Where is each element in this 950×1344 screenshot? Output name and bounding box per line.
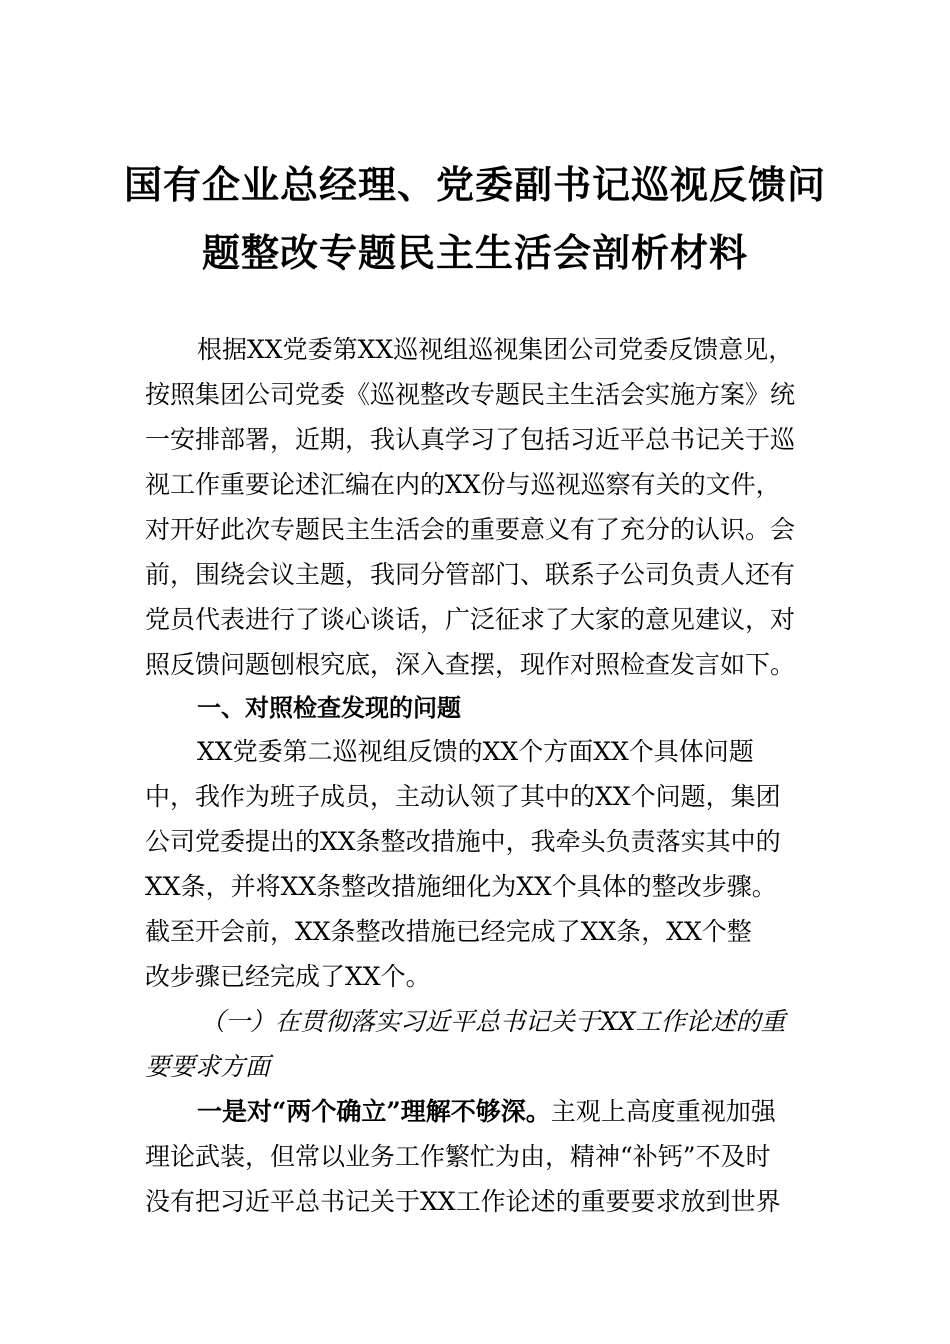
paragraph-line: XX条，并将XX条整改措施细化为XX个具体的整改步骤。: [145, 872, 777, 901]
subsection-heading-line-1: （一）在贯彻落实习近平总书记关于XX工作论述的重: [200, 1007, 786, 1036]
paragraph-line: 一安排部署，近期，我认真学习了包括习近平总书记关于巡: [145, 425, 796, 454]
paragraph-lead-rest: 主观上高度重视加强: [550, 1097, 776, 1126]
section-heading: 一、对照检查发现的问题: [197, 694, 461, 722]
paragraph-line: 改步骤已经完成了XX个。: [145, 962, 431, 991]
paragraph-line: [197, 1092, 815, 1132]
paragraph-line: 对开好此次专题民主生活会的重要意义有了充分的认识。会: [145, 515, 796, 544]
paragraph-lead-bold: 一是对“两个确立”理解不够深。: [197, 1097, 551, 1126]
paragraph-line: 公司党委提出的XX条整改措施中，我牵头负责落实其中的: [145, 827, 781, 856]
subsection-heading-line-2: 要要求方面: [145, 1052, 271, 1081]
document-title-line-1: 国有企业总经理、党委副书记巡视反馈问: [123, 162, 826, 207]
paragraph-line: 按照集团公司党委《巡视整改专题民主生活会实施方案》统: [145, 380, 796, 409]
document-title-line-2: 题整改专题民主生活会剖析材料: [201, 230, 748, 275]
paragraph-line: 中，我作为班子成员，主动认领了其中的XX个问题，集团: [145, 782, 781, 811]
paragraph-line: 视工作重要论述汇编在内的XX份与巡视巡察有关的文件，: [145, 470, 781, 499]
paragraph-line: 理论武装，但常以业务工作繁忙为由，精神“补钙”不及时: [145, 1142, 771, 1171]
paragraph-line: 根据XX党委第XX巡视组巡视集团公司党委反馈意见，: [197, 335, 794, 364]
paragraph-line: 前，围绕会议主题，我同分管部门、联系子公司负责人还有: [145, 560, 796, 589]
paragraph-line: 照反馈问题刨根究底，深入查摆，现作对照检查发言如下。: [145, 650, 796, 679]
paragraph-line: 截至开会前，XX条整改措施已经完成了XX条，XX个整: [145, 917, 752, 946]
paragraph-line: 没有把习近平总书记关于XX工作论述的重要要求放到世界: [145, 1187, 781, 1216]
paragraph-line: 党员代表进行了谈心谈话，广泛征求了大家的意见建议，对: [145, 605, 796, 634]
paragraph-line: XX党委第二巡视组反馈的XX个方面XX个具体问题: [197, 737, 754, 766]
